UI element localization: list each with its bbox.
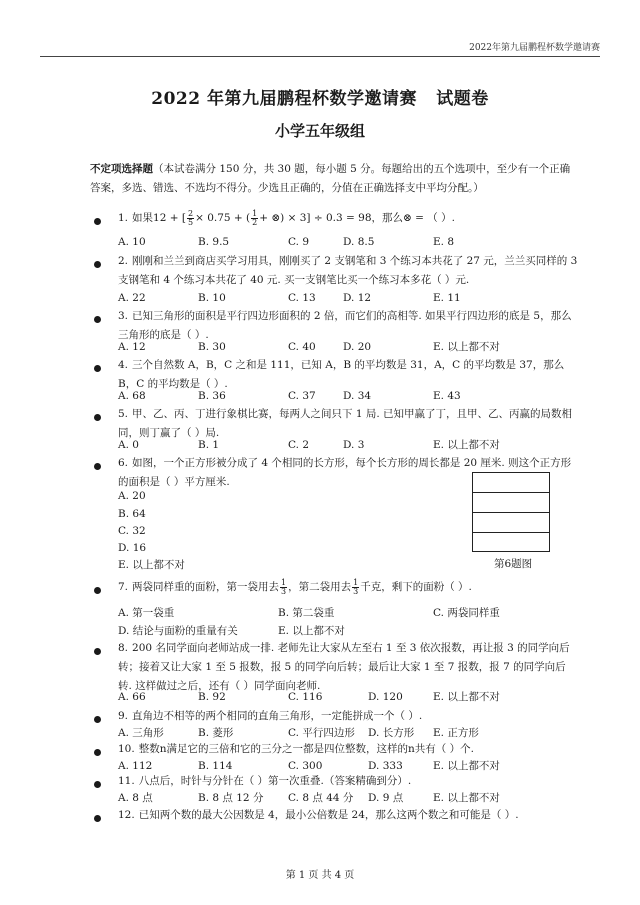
question-number: 11. — [118, 775, 135, 787]
option: E. 正方形 — [433, 727, 479, 739]
option: C. 37 — [288, 390, 316, 402]
option: A. 22 — [118, 292, 146, 304]
question-number: 2. — [118, 255, 129, 267]
question-text-part: 如果12 + [ — [132, 212, 186, 224]
header-right-text: 2022年第九届鹏程杯数学邀请赛 — [469, 43, 600, 53]
question-text-part: + ⊗) × 3] ÷ 0.3 = 98，那么⊗ = （ ）. — [259, 212, 455, 224]
options-row — [118, 387, 578, 406]
page-title: 2022 年第九届鹏程杯数学邀请赛 试题卷 — [151, 89, 489, 109]
option: C. 32 — [118, 525, 146, 537]
question-number: 10. — [118, 743, 135, 755]
options-row — [118, 436, 578, 455]
option: B. 9.5 — [198, 236, 230, 248]
option: A. 68 — [118, 390, 146, 402]
option: E. 以上都不对 — [118, 559, 185, 571]
option: B. 92 — [198, 691, 226, 703]
question-7 — [118, 578, 578, 597]
numerator: 2 — [187, 208, 194, 218]
question-text-part: × 0.75 + ( — [195, 212, 251, 224]
option: B. 10 — [198, 292, 226, 304]
option: B. 64 — [118, 508, 146, 520]
option: A. 三角形 — [118, 727, 164, 739]
bullet — [94, 587, 101, 594]
option: A. 112 — [118, 760, 153, 772]
option: E. 以上都不对 — [433, 341, 500, 353]
header-rule — [40, 56, 600, 57]
option: C. 40 — [288, 341, 316, 353]
question-text-part: ，第二袋用去 — [288, 581, 352, 593]
option: A. 12 — [118, 341, 146, 353]
bullet — [94, 648, 101, 655]
bullet — [94, 716, 101, 723]
question-text: 八点后，时针与分针在（ ）第一次重叠.（答案精确到分）. — [138, 775, 412, 787]
options-row — [118, 688, 578, 707]
question-text: 甲、乙、丙、丁进行象棋比赛，每两人之间只下 1 局. 已知甲赢了丁，且甲、乙、丙赢的局数相同，则丁赢了（ ）局. — [118, 408, 573, 439]
option: D. 9 点 — [368, 792, 404, 804]
question-2 — [118, 252, 578, 290]
option: C. 平行四边形 — [288, 727, 355, 739]
option: A. 第一袋重 — [118, 607, 175, 619]
option: E. 以上都不对 — [433, 792, 500, 804]
option: A. 8 点 — [118, 792, 153, 804]
fraction — [280, 579, 287, 596]
options-row — [118, 604, 578, 623]
question-1 — [118, 209, 578, 228]
option: D. 12 — [343, 292, 372, 304]
rectangle-strip — [473, 533, 549, 553]
bullet — [94, 261, 101, 268]
option: D. 长方形 — [368, 727, 415, 739]
option: E. 43 — [433, 390, 461, 402]
bullet — [94, 749, 101, 756]
question-number: 7. — [118, 581, 129, 593]
fraction — [251, 210, 258, 227]
options-row — [118, 233, 578, 252]
rectangle-strip — [473, 513, 549, 533]
question-text-part: 千克，剩下的面粉（ ）. — [360, 581, 472, 593]
option: B. 1 — [198, 439, 220, 451]
instructions-label: 不定项选择题 — [90, 163, 153, 175]
question-number: 8. — [118, 642, 129, 654]
option: C. 2 — [288, 439, 310, 451]
question-text: 如图，一个正方形被分成了 4 个相同的长方形，每个长方形的周长都是 20 厘米. 则这个正方形的面积是（ ）平方厘米. — [118, 457, 572, 488]
option: D. 16 — [118, 542, 147, 554]
instructions-text: （本试卷满分 150 分，共 30 题，每小题 5 分。每题给出的五个选项中，至少有一个正确答案，多选、错选、不选均不得分。少选且正确的，分值在正确选择支中平均分配。） — [90, 163, 571, 194]
option: E. 8 — [433, 236, 455, 248]
option: B. 114 — [198, 760, 233, 772]
option: E. 11 — [433, 292, 461, 304]
instructions — [90, 160, 572, 198]
bullet — [94, 781, 101, 788]
question-text: 已知两个数的最大公因数是 4，最小公倍数是 24，那么这两个数之和可能是（ ）. — [138, 809, 519, 821]
question-number: 5. — [118, 408, 129, 420]
question-text: 刚刚和兰兰到商店买学习用具，刚刚买了 2 支钢笔和 3 个练习本共花了 27 元，兰兰买同样的 3 支钢笔和 4 个练习本共花了 40 元. 买一支钢笔比买一个练习本多花（ ）元. — [118, 255, 578, 286]
denominator: 2 — [252, 217, 258, 227]
bullet — [94, 463, 101, 470]
option: B. 8 点 12 分 — [198, 792, 264, 804]
bullet — [94, 365, 101, 372]
question-number: 9. — [118, 710, 129, 722]
option: C. 116 — [288, 691, 323, 703]
option: A. 0 — [118, 439, 139, 451]
question-number: 1. — [118, 212, 129, 224]
option: E. 以上都不对 — [433, 439, 500, 451]
option: A. 20 — [118, 490, 146, 502]
question-number: 3. — [118, 310, 129, 322]
question-text: 直角边不相等的两个相同的直角三角形，一定能拼成一个（ ）. — [132, 710, 423, 722]
option: C. 8 点 44 分 — [288, 792, 354, 804]
option: A. 10 — [118, 236, 146, 248]
bullet — [94, 316, 101, 323]
fraction — [352, 579, 359, 596]
question-text: 200 名同学面向老师站成一排. 老师先让大家从左至右 1 至 3 依次报数，再让报 3 的同学向后转；接着又让大家 1 至 5 报数，报 5 的同学向后转；最后让大家 1 至 7 报数，报 7 的同学向后转. 这样做过之后，还有（ ）同学面向老师. — [118, 642, 570, 692]
option: C. 300 — [288, 760, 323, 772]
option: B. 36 — [198, 390, 226, 402]
option: D. 3 — [343, 439, 365, 451]
numerator: 1 — [252, 208, 258, 218]
numerator: 1 — [353, 577, 359, 587]
option: D. 333 — [368, 760, 403, 772]
option: D. 20 — [343, 341, 372, 353]
bullet — [94, 815, 101, 822]
question-text: 已知三角形的面积是平行四边形面积的 2 倍，而它们的高相等. 如果平行四边形的底是 5，那么三角形的底是（ ）. — [118, 310, 572, 341]
options-row — [118, 289, 578, 308]
option: C. 13 — [288, 292, 316, 304]
fraction — [187, 210, 194, 227]
question-number: 6. — [118, 457, 129, 469]
question-12 — [118, 806, 578, 825]
question-text: 三个自然数 A，B，C 之和是 111，已知 A，B 的平均数是 31，A，C 的平均数是 37，那么 B，C 的平均数是（ ）. — [118, 359, 565, 390]
numerator: 1 — [281, 577, 287, 587]
bullet — [94, 414, 101, 421]
option: E. 以上都不对 — [278, 625, 345, 637]
figure-caption: 第6题图 — [494, 558, 533, 570]
question-text: 整数n满足它的三倍和它的三分之一都是四位整数，这样的n共有（ ）个. — [138, 743, 474, 755]
option: C. 两袋同样重 — [433, 607, 500, 619]
rectangle-strip — [473, 473, 549, 493]
page-footer: 第 1 页 共 4 页 — [285, 870, 355, 881]
option: B. 菱形 — [198, 727, 234, 739]
option: D. 结论与面粉的重量有关 — [118, 625, 238, 637]
denominator: 5 — [187, 217, 194, 227]
bullet — [94, 218, 101, 225]
denominator: 3 — [353, 586, 359, 596]
option: B. 30 — [198, 341, 226, 353]
option: D. 34 — [343, 390, 372, 402]
option: A. 66 — [118, 691, 146, 703]
question-number: 12. — [118, 809, 135, 821]
question-text-part: 两袋同样重的面粉，第一袋用去 — [132, 581, 280, 593]
option: E. 以上都不对 — [433, 760, 500, 772]
square-figure — [472, 472, 550, 552]
option: D. 120 — [368, 691, 403, 703]
options-row — [118, 338, 578, 357]
question-number: 4. — [118, 359, 129, 371]
denominator: 3 — [281, 586, 287, 596]
option: C. 9 — [288, 236, 310, 248]
option: B. 第二袋重 — [278, 607, 335, 619]
rectangle-strip — [473, 493, 549, 513]
page-subtitle: 小学五年级组 — [274, 122, 365, 140]
option: D. 8.5 — [343, 236, 375, 248]
option: E. 以上都不对 — [433, 691, 500, 703]
